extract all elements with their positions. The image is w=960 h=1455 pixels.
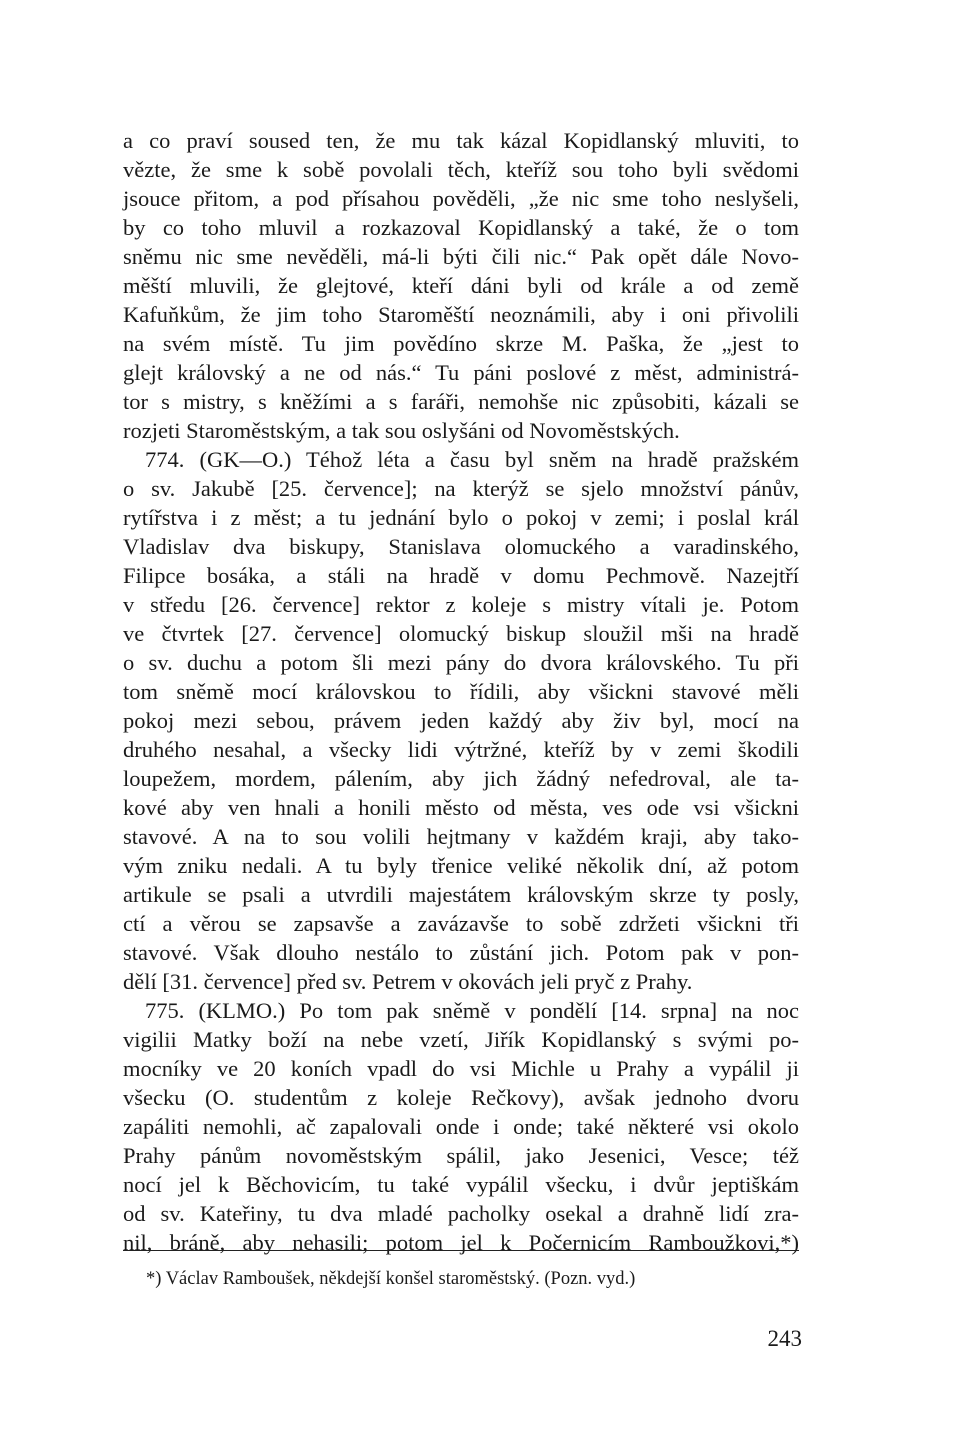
text-line: na svém místě. Tu jim povědíno skrze M. Paška, že „jest to [123,331,799,356]
text-line: druhého nesahal, a všecky lidi výtržné, kteříž by v zemi škodili [123,737,799,762]
footnote-divider [123,1250,799,1251]
text-line: stavové. Však dlouho nestálo to zůstání jich. Potom pak v pon- [123,940,799,965]
text-line: pokoj mezi sebou, právem jeden každý aby živ byl, mocí na [123,708,799,733]
text-line: by co toho mluvil a rozkazoval Kopidlanský a také, že o tom [123,215,799,240]
text-line: dělí [31. července] před sv. Petrem v okovách jeli pryč z Prahy. [123,969,693,994]
text-line: stavové. A na to sou volili hejtmany v každém kraji, aby tako- [123,824,799,849]
text-line: mocníky ve 20 koních vpadl do vsi Michle u Prahy a vypálil ji [123,1056,799,1081]
text-line: vězte, že sme k sobě povolali těch, kteříž sou toho byli svědomi [123,157,799,182]
text-line: tor s mistry, s kněžími a s faráři, nemohše nic způsobiti, kázali se [123,389,799,414]
text-line: 774. (GK—O.) Téhož léta a času byl sněm na hradě pražském [145,447,799,472]
text-line: ctí a věrou se zapsavše a zavázavše to sobě zdržeti všickni tři [123,911,799,936]
text-line: ve čtvrtek [27. července] olomucký biskup sloužil mši na hradě [123,621,799,646]
text-line: o sv. Jakubě [25. července]; na kterýž se sjelo množství pánův, [123,476,799,501]
text-line: glejt královský a ne od nás.“ Tu páni poslové z měst, administrá- [123,360,799,385]
text-line: a co praví soused ten, že mu tak kázal Kopidlanský mluviti, to [123,128,799,153]
text-line: vým zniku nedali. A tu byly třenice veliké několik dní, až potom [123,853,799,878]
text-line: rozjeti Staroměstským, a tak sou oslyšáni od Novoměstských. [123,418,680,443]
text-line: zapáliti nemohli, ač zapalovali onde i onde; také některé vsi okolo [123,1114,799,1139]
text-line: vigilii Matky boží na nebe vzetí, Jiřík Kopidlanský s svými po- [123,1027,799,1052]
text-line: kové aby ven hnali a honili město od města, ves ode vsi všickni [123,795,799,820]
text-line: sněmu nic sme nevěděli, má-li býti čili nic.“ Pak opět dále Novo- [123,244,799,269]
text-line: všecku (O. studentům z koleje Rečkovy), avšak jednoho dvoru [123,1085,799,1110]
text-line: o sv. duchu a potom šli mezi pány do dvora královského. Tu při [123,650,799,675]
body-text [123,126,799,1257]
text-line: Kafuňkům, že jim toho Staroměští neoznámili, aby i oni přivolili [123,302,799,327]
text-line: Prahy pánům novoměstským spálil, jako Jesenici, Vesce; též [123,1143,799,1168]
text-line: nocí jel k Běchovicím, tu také vypálil všecku, i dvůr jeptiškám [123,1172,799,1197]
footnote: *) Václav Ramboušek, někdejší konšel staroměstský. (Pozn. vyd.) [146,1269,636,1289]
text-line: od sv. Kateřiny, tu dva mladé pacholky osekal a drahně lidí zra- [123,1201,799,1226]
text-line: tom sněmě mocí královskou to řídili, aby všickni stavové měli [123,679,799,704]
text-line: v středu [26. července] rektor z koleje s mistry vítali je. Potom [123,592,799,617]
text-line: artikule se psali a utvrdili majestátem královským skrze ty posly, [123,882,799,907]
page-number: 243 [767,1326,802,1351]
text-line: nil, bráně, aby nehasili; potom jel k Počernicím Ramboužkovi,*) [123,1230,799,1255]
text-line: jsouce přitom, a pod přísahou pověděli, „že nic sme toho neslyšeli, [123,186,799,211]
text-line: Vladislav dva biskupy, Stanislava olomuckého a varadinského, [123,534,799,559]
text-line: 775. (KLMO.) Po tom pak sněmě v pondělí [14. srpna] na noc [145,998,799,1023]
text-line: rytířstva i z měst; a tu jednání bylo o pokoj v zemi; i poslal král [123,505,799,530]
text-line: Filipce bosáka, a stáli na hradě v domu Pechmově. Nazejtří [123,563,799,588]
text-line: loupežem, mordem, pálením, aby jich žádný nefedroval, ale ta- [123,766,799,791]
text-line: měští mluvili, že glejtové, kteří dáni byli od krále a od země [123,273,799,298]
